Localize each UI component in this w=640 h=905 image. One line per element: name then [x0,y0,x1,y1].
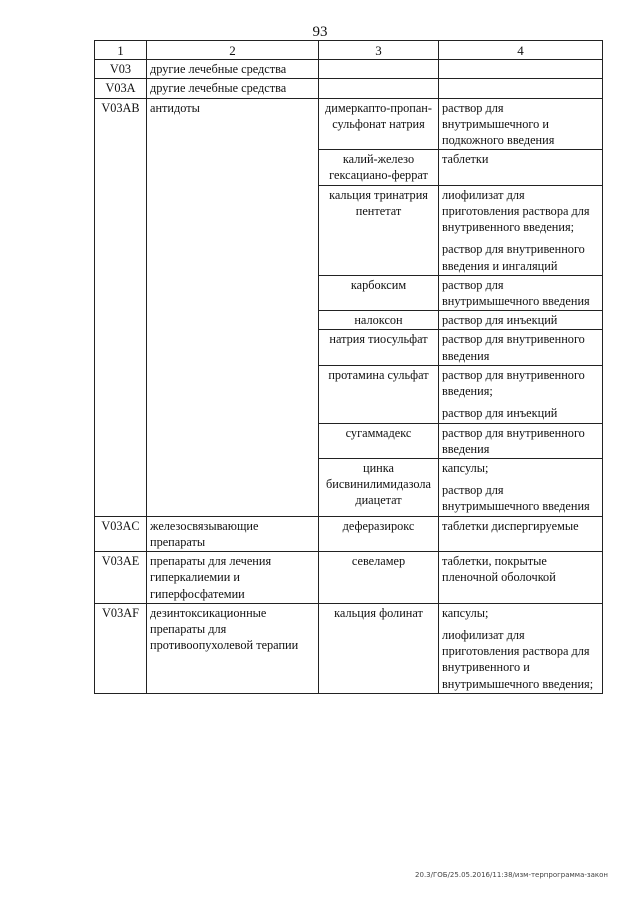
page-number: 93 [312,24,328,40]
dosage-form-cell [439,79,603,98]
drug-classification-table [94,40,603,694]
drug-name-cell [319,79,439,98]
dosage-form-cell [439,311,603,330]
dosage-form: капсулы; [442,460,489,475]
drug-name-cell: налоксон [319,311,439,330]
dosage-form: лиофилизат для приготовления раствора для внутривенного введения; [442,187,590,235]
dosage-form-cell [439,60,603,79]
dosage-form: раствор для инъекций [442,406,558,421]
table-row [95,552,603,604]
drug-name-cell [319,60,439,79]
dosage-form: раствор для внутривенного введения [442,425,585,456]
dosage-form-cell [439,552,603,604]
dosage-form: таблетки диспергируемые [442,518,579,533]
dosage-form-cell [439,275,603,310]
dosage-form: раствор для внутримышечного и подкожного введения [442,100,555,148]
table-row [95,603,603,693]
atc-code-cell: V03A [95,79,147,98]
group-name-cell: другие лечебные средства [147,60,319,79]
column-number: 2 [147,41,319,60]
drug-name-cell: сугаммадекс [319,423,439,458]
group-name-cell: препараты для лечения гиперкалиемии и гиперфосфатемии [147,552,319,604]
drug-name-cell: калий-железо гексациано-феррат [319,150,439,185]
dosage-form: раствор для внутримышечного введения [442,277,590,308]
atc-code-cell: V03 [95,60,147,79]
group-name-cell: железосвязывающие препараты [147,516,319,551]
table-row [95,98,603,150]
drug-name-cell: цинка бисвинилимидазола диацетат [319,458,439,516]
drug-name-cell: деферазирокс [319,516,439,551]
drug-name-cell: севеламер [319,552,439,604]
dosage-form: лиофилизат для приготовления раствора для внутривенного и внутримышечного введения; [442,627,594,691]
dosage-form: таблетки [442,152,489,167]
drug-name-cell: натрия тиосульфат [319,330,439,365]
dosage-form: раствор для внутривенного введения; [442,367,585,399]
atc-code-cell: V03AB [95,98,147,516]
drug-name-cell: кальция тринатрия пентетат [319,185,439,275]
drug-name-cell: карбоксим [319,275,439,310]
dosage-form-cell [439,423,603,458]
group-name-cell: антидоты [147,98,319,516]
dosage-form: раствор для внутривенного введения [442,332,585,363]
dosage-form: капсулы; [442,605,489,620]
dosage-form: раствор для внутривенного введения и ингаляций [442,242,585,273]
group-name-cell: другие лечебные средства [147,79,319,98]
column-number: 4 [439,41,603,60]
dosage-form-cell [439,330,603,365]
footer-stamp: 20.3/ГОБ/25.05.2016/11:38/изм-терпрограмма-закон [415,871,608,879]
column-number: 1 [95,41,147,60]
drug-name-cell: димеркапто-пропан-сульфонат натрия [319,98,439,150]
dosage-form-cell [439,150,603,185]
dosage-form-cell [439,98,603,150]
dosage-form-cell [439,365,603,423]
column-number-row [95,41,603,60]
table-body [95,60,603,694]
table-row [95,79,603,98]
atc-code-cell: V03AF [95,603,147,693]
dosage-form: таблетки, покрытые пленочной оболочкой [442,554,556,585]
atc-code-cell: V03AE [95,552,147,604]
column-number: 3 [319,41,439,60]
dosage-form: раствор для инъекций [442,313,558,328]
atc-code-cell: V03AC [95,516,147,551]
drug-name-cell: протамина сульфат [319,365,439,423]
group-name-cell: дезинтоксикационные препараты для противоопухолевой терапии [147,603,319,693]
dosage-form-cell [439,458,603,516]
table-row [95,60,603,79]
dosage-form: раствор для внутримышечного введения [442,483,590,514]
dosage-form-cell [439,185,603,275]
dosage-form-cell [439,516,603,551]
drug-name-cell: кальция фолинат [319,603,439,693]
table-row [95,516,603,551]
dosage-form-cell [439,603,603,693]
